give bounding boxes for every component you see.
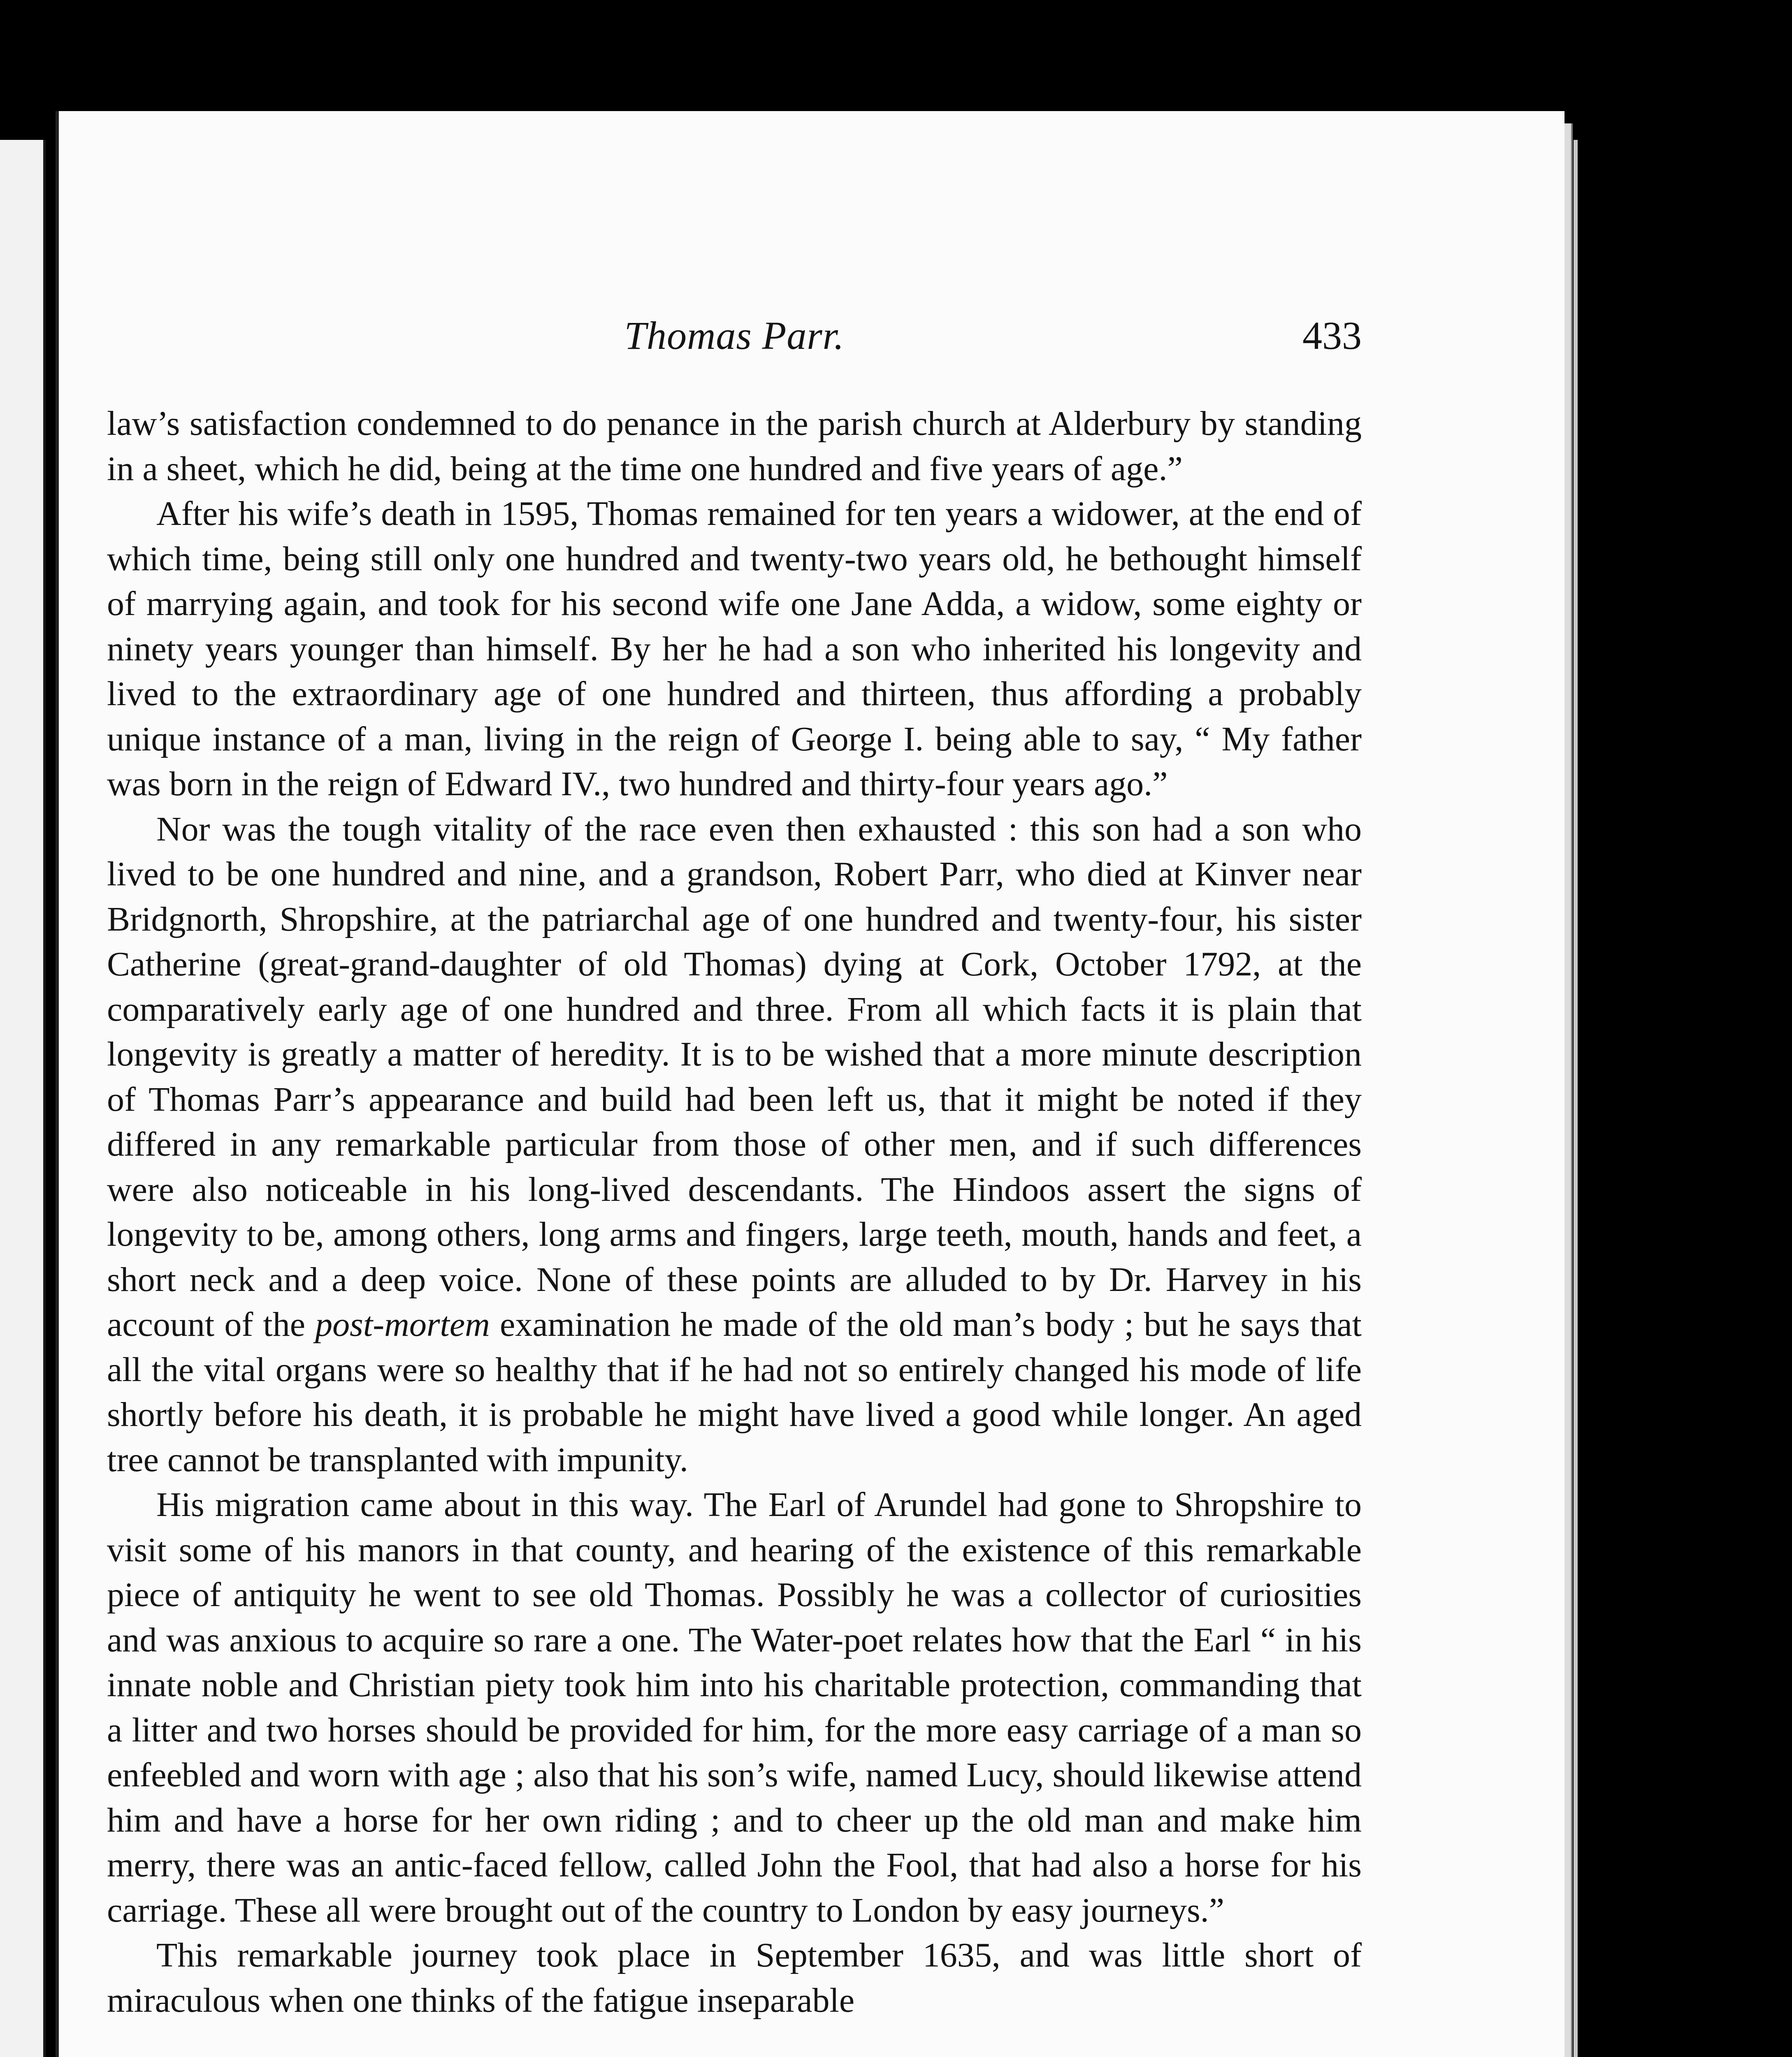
- body-text: [107, 401, 1362, 2023]
- paragraph: [107, 401, 1362, 491]
- text-run: His migration came about in this way. The Earl of Arundel had gone to Shropshire to visit some of his manors in that county, and hearing of the existence of this remarkable piece of antiquity he went to see old Thomas. Possibly he was a collector of curiosities and was anxious to acquire so rare a one. The Water-poet relates how that the Earl “ in his innate noble and Christian piety took him into his charitable protection, commanding that a litter and two horses should be provided for him, for the more easy carriage of a man so enfeebled and worn with age ; also that his son’s wife, named Lucy, should likewise attend him and have a horse for her own riding ; and to cheer up the old man and make him merry, there was an antic-faced fellow, called John the Fool, that had also a horse for his carriage. These all were brought out of the country to London by easy journeys.”: [107, 1486, 1362, 1929]
- paragraph: [107, 1482, 1362, 1933]
- page-header: [107, 313, 1362, 378]
- paragraph: [107, 491, 1362, 807]
- text-run: examination he made of the old man’s body ; but he says that all the vital organs were so healthy that if he had not so entirely changed his mode of life shortly before his death, it is probable he might have lived a good while longer. An aged tree cannot be transplanted with impunity.: [107, 1305, 1362, 1479]
- text-run: This remarkable journey took place in September 1635, and was little short of miraculous when one thinks of the fatigue inseparable: [107, 1936, 1362, 2020]
- page-stack-edge-inner: [1574, 140, 1578, 2057]
- paragraph: [107, 807, 1362, 1483]
- running-head: Thomas Parr.: [624, 313, 845, 358]
- facing-page-edge: [0, 140, 46, 2057]
- text-run: After his wife’s death in 1595, Thomas remained for ten years a widower, at the end of which time, being still only one hundred and twenty-two years old, he bethought himself of marrying again, and took for his second wife one Jane Adda, a widow, some eighty or ninety years younger than himself. By her he had a son who inherited his longevity and lived to the extraordinary age of one hundred and thirteen, thus affording a probably unique instance of a man, living in the reign of George I. being able to say, “ My father was born in the reign of Edward IV., two hundred and thirty-four years ago.”: [107, 495, 1362, 803]
- text-run: law’s satisfaction condemned to do penance in the parish church at Alderbury by standing in a sheet, which he did, being at the time one hundred and five years of age.”: [107, 404, 1362, 488]
- page-number: 433: [1302, 313, 1362, 358]
- paragraph: [107, 1933, 1362, 2023]
- italic-phrase: post-mortem: [315, 1305, 490, 1344]
- text-run: Nor was the tough vitality of the race even then exhausted : this son had a son who lived to be one hundred and nine, and a grandson, Robert Parr, who died at Kinver near Bridgnorth, Shropshire, at the patriarchal age of one hundred and twenty-four, his sister Catherine (great-grand-daughter of old Thomas) dying at Cork, October 1792, at the comparatively early age of one hundred and three. From all which facts it is plain that longevity is greatly a matter of heredity. It is to be wished that a more minute description of Thomas Parr’s appearance and build had been left us, that it might be noted if they differed in any remarkable particular from those of other men, and if such differences were also noticeable in his long-lived descendants. The Hindoos assert the signs of longevity to be, among others, long arms and fingers, large teeth, mouth, hands and feet, a short neck and a deep voice. None of these points are alluded to by Dr. Harvey in his account of the: [107, 810, 1362, 1344]
